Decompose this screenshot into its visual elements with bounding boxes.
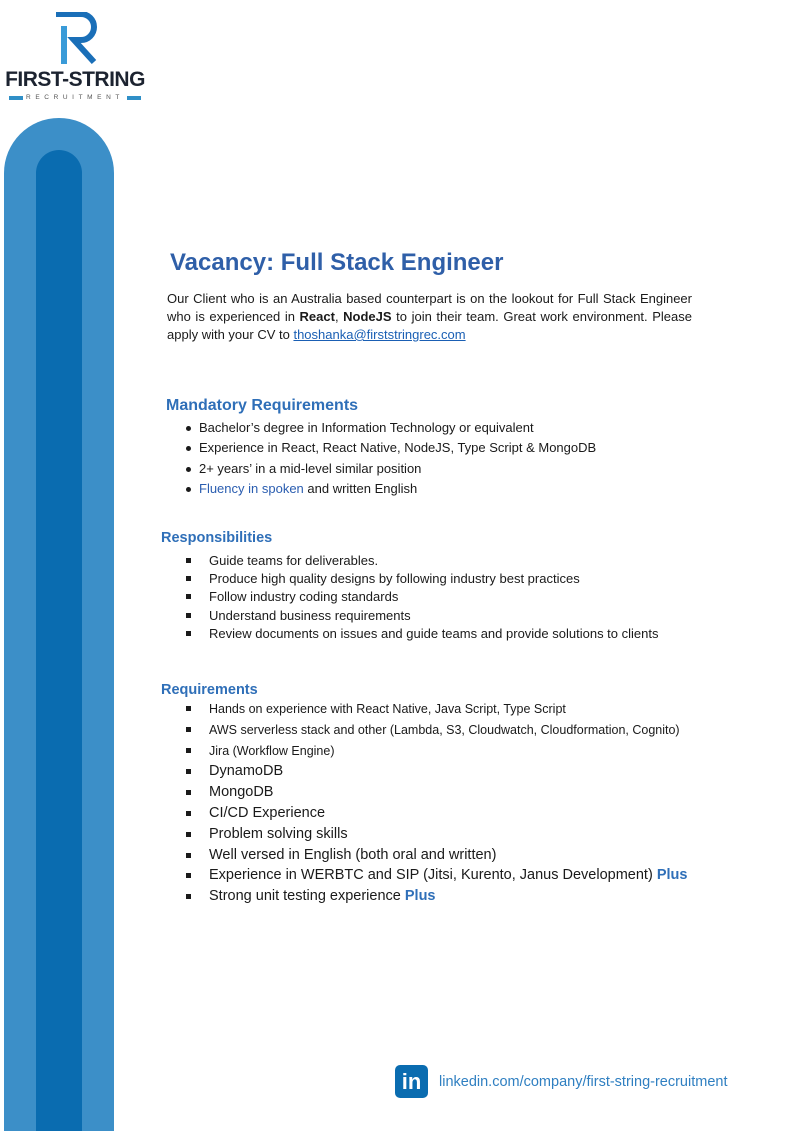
intro-text-1: Our Client who is an Australia based counterpart is on the lookout for Full Stack Engineer who is experienced in (167, 291, 692, 324)
requirements-heading: Requirements (161, 682, 258, 698)
list-item: Produce high quality designs by following industry best practices (185, 570, 658, 588)
list-item: MongoDB (185, 782, 687, 803)
linkedin-url[interactable]: linkedin.com/company/first-string-recruitment (439, 1073, 728, 1090)
list-item: Understand business requirements (185, 607, 658, 625)
intro-paragraph (167, 290, 692, 344)
mandatory-heading: Mandatory Requirements (166, 397, 359, 414)
list-item: Well versed in English (both oral and written) (185, 845, 687, 866)
list-item: Problem solving skills (185, 824, 687, 845)
webrtc-text: Experience in WERBTC and SIP (Jitsi, Kurento, Janus Development) (209, 867, 657, 884)
page-title: Vacancy: Full Stack Engineer (170, 249, 504, 276)
fluency-prefix: Fluency in spoken (199, 480, 304, 496)
logo-wordmark: FIRST-STRING (5, 68, 145, 91)
responsibilities-heading: Responsibilities (161, 530, 273, 546)
list-item: CI/CD Experience (185, 803, 687, 824)
unit-testing-text: Strong unit testing experience (209, 888, 405, 905)
intro-comma: , (334, 309, 344, 324)
plus-badge: Plus (404, 888, 436, 905)
list-item-fluency (185, 479, 596, 499)
list-item: Bachelor’s degree in Information Technology or equivalent (185, 418, 596, 438)
fluency-suffix: and written English (303, 480, 418, 496)
list-item-unit-testing (185, 886, 687, 907)
tagline-text: RECRUITMENT (26, 94, 124, 101)
plus-badge: Plus (656, 867, 688, 884)
list-item: Experience in React, React Native, NodeJS, Type Script & MongoDB (185, 438, 596, 458)
intro-nodejs: NodeJS (343, 309, 392, 324)
mandatory-list (185, 418, 596, 499)
list-item: 2+ years’ in a mid-level similar position (185, 459, 596, 479)
list-item: Hands on experience with React Native, Java Script, Type Script (185, 699, 687, 720)
linkedin-icon[interactable]: in (395, 1065, 428, 1098)
intro-text-2: to join their team. Great work environment. Please apply with your CV to (167, 309, 692, 342)
list-item: AWS serverless stack and other (Lambda, S3, Cloudwatch, Cloudformation, Cognito) (185, 720, 687, 741)
list-item: Guide teams for deliverables. (185, 552, 658, 570)
list-item: Follow industry coding standards (185, 588, 658, 606)
list-item: Review documents on issues and guide teams and provide solutions to clients (185, 625, 658, 643)
list-item: DynamoDB (185, 761, 687, 782)
linkedin-footer (395, 1065, 727, 1098)
list-item-webrtc (185, 865, 687, 886)
email-link[interactable]: thoshanka@firststringrec.com (293, 327, 466, 342)
list-item: Jira (Workflow Engine) (185, 741, 687, 762)
requirements-list (185, 699, 687, 907)
responsibilities-list (185, 552, 658, 643)
intro-react: React (299, 309, 335, 324)
